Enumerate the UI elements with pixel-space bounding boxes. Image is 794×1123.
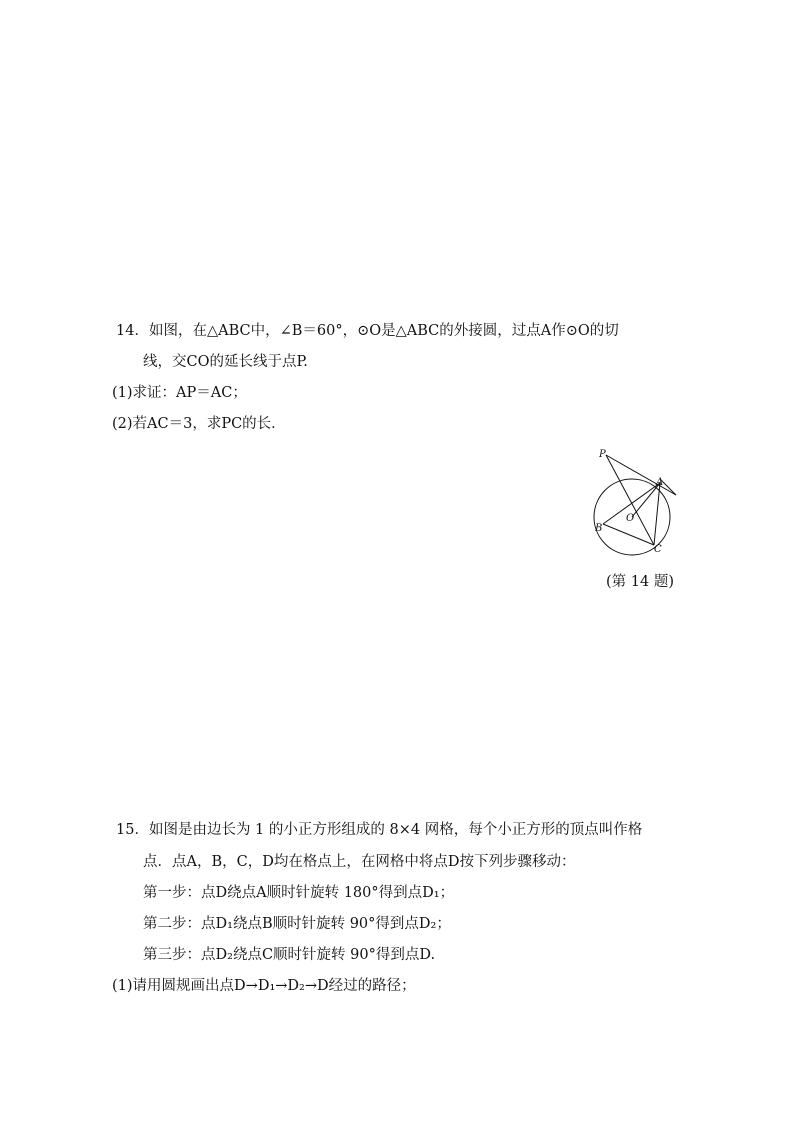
q15-part1: (1)请用圆规画出点D→D₁→D₂→D经过的路径； <box>112 978 416 994</box>
label-c: C <box>654 544 662 555</box>
label-a: A <box>656 477 664 488</box>
label-p: P <box>599 449 606 460</box>
q15-step3: 第三步：点D₂绕点C顺时针旋转 90°得到点D. <box>143 947 436 963</box>
q14-part1: (1)求证：AP＝AC； <box>112 385 247 401</box>
q14-part2: (2)若AC＝3，求PC的长． <box>112 416 286 432</box>
q15-step1: 第一步：点D绕点A顺时针旋转 180°得到点D₁； <box>143 885 455 901</box>
label-o: O <box>626 513 635 524</box>
q14-stem-line1: 14．如图，在△ABC中，∠B＝60°，⊙O是△ABC的外接圆，过点A作⊙O的切 <box>116 323 619 339</box>
segment-bc <box>603 524 654 545</box>
q14-figure <box>590 445 686 560</box>
q15-stem-line2: 点．点A，B，C，D均在格点上，在网格中将点D按下列步骤移动： <box>143 854 576 870</box>
q15-step2: 第二步：点D₁绕点B顺时针旋转 90°得到点D₂； <box>143 916 451 932</box>
q15-stem-line1: 15．如图是由边长为 1 的小正方形组成的 8×4 网格，每个小正方形的顶点叫作格 <box>116 822 643 838</box>
q14-stem-line2: 线，交CO的延长线于点P. <box>143 354 308 370</box>
label-b: B <box>595 523 603 534</box>
q14-figure-caption: (第 14 题) <box>606 574 674 590</box>
segment-ac <box>654 483 660 545</box>
